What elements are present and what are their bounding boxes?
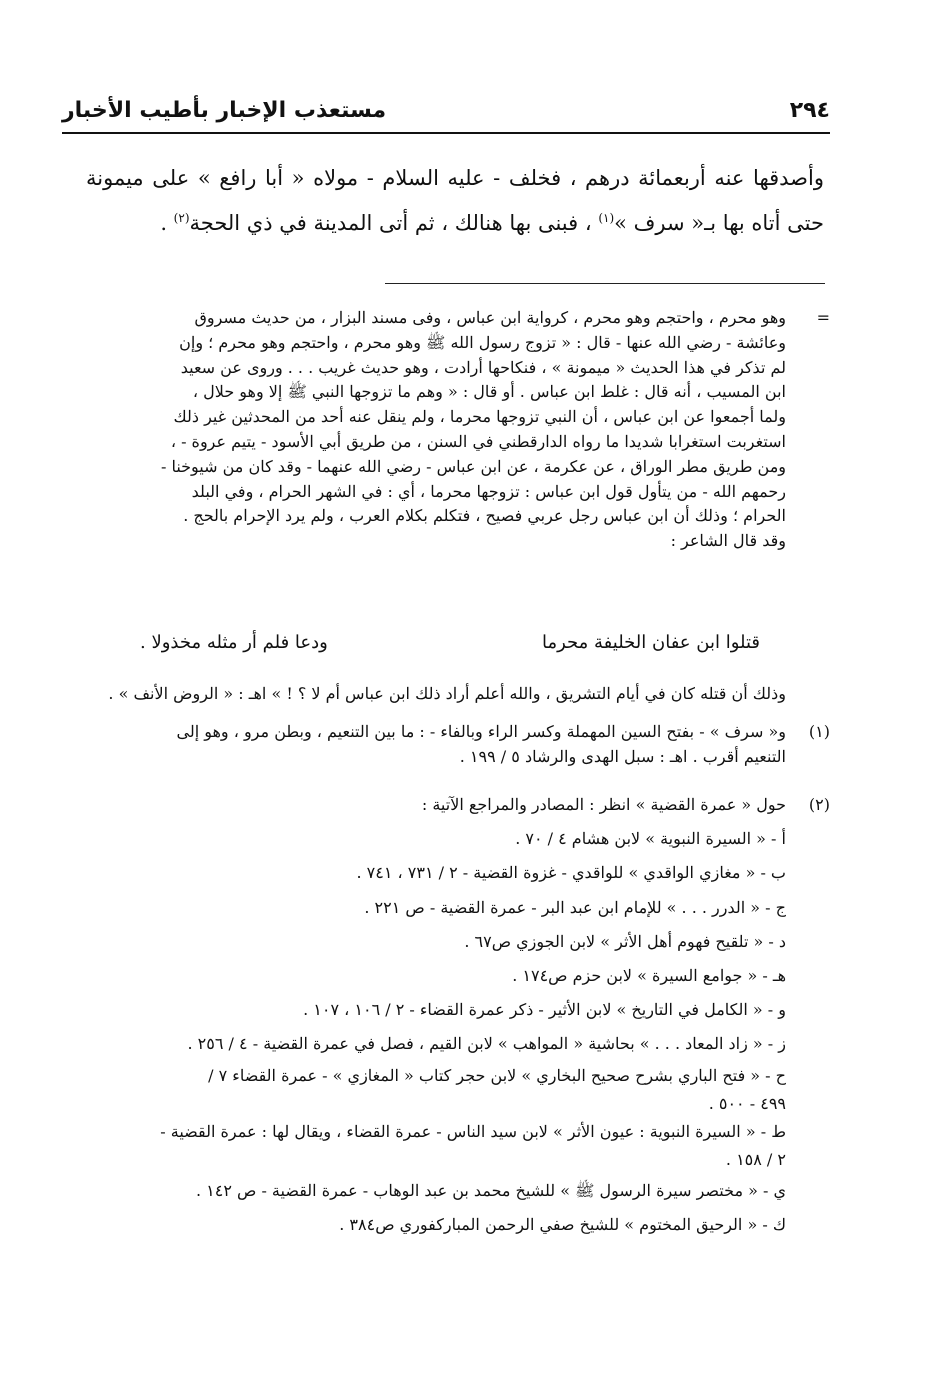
fn-line: وعائشة - رضي الله عنها - قال : « تزوج رسول الله ﷺ وهو محرم ، واحتجم وهو محرم ؛ وإن (179, 332, 786, 352)
fn-line: ولما أجمعوا عن ابن عباس ، أن النبي تزوجها محرما ، ولم ينقل عنه أحد من المحدثين غير ذلك (173, 407, 786, 427)
source-item: أ - « السيرة النبوية » لابن هشام ٤ / ٧٠ . (515, 829, 786, 849)
source-item: ٢ / ١٥٨ . (725, 1149, 786, 1169)
fn-line: لم تذكر في هذا الحديث « ميمونة » ، فنكاحها أرادت ، وهو حديث غريب . . . وروى عن سعيد (180, 357, 786, 377)
hemistich-1: قتلوا ابن عفان الخليفة محرما (541, 632, 760, 653)
source-item: ح - « فتح الباري بشرح صحيح البخاري » لابن حجر كتاب « المغازي » - عمرة القضاء ٧ / (208, 1065, 786, 1085)
running-title: مستعذب الإخبار بأطيب الأخبار (62, 97, 387, 123)
fn-line: وهو محرم ، واحتجم وهو محرم ، كرواية ابن عباس ، وفى مسند البزار ، من حديث مسروق (194, 308, 786, 327)
footnote-rule (385, 283, 825, 284)
note-ref-1[interactable]: (١) (598, 211, 615, 225)
poem-verse (140, 632, 760, 653)
source-item: ب - « مغازي الواقدي » للواقدي - غزوة القضية - ٢ / ٧٣١ ، ٧٤١ . (356, 863, 786, 883)
source-item: ٤٩٩ - ٥٠٠ . (708, 1093, 786, 1113)
fn-line: الحرام ؛ وذلك أن ابن عباس رجل عربي فصيح ، فتكلم بكلام العرب ، ولم يرد الإحرام بالحج . (183, 506, 786, 526)
fn-line: استغربت استغرابا شديدا ما رواه الدارقطني في السنن ، من طريق أبي الأسود - يتيم عروة - ، (170, 431, 786, 451)
source-item: د - « تلقيح فهوم أهل الأثر » لابن الجوزي ص٦٧ . (464, 931, 786, 951)
fn-intro: حول « عمرة القضية » انظر : المصادر والمراجع الآتية : (421, 795, 786, 814)
source-item: ز - « زاد المعاد . . . » بحاشية « المواهب » لابن القيم ، فصل في عمرة القضية - ٤ / ٢٥٦ . (187, 1034, 786, 1054)
footnote-continuation (86, 306, 830, 606)
fn-line: وقد قال الشاعر : (670, 531, 786, 551)
source-item: ي - « مختصر سيرة الرسول ﷺ » للشيخ محمد بن عبد الوهاب - عمرة القضية - ص ١٤٢ . (195, 1180, 786, 1200)
main-text (86, 158, 824, 243)
continuation-marker: = (816, 308, 830, 327)
fn-line: و« سرف » - بفتح السين المهملة وكسر الراء وبالفاء - : ما بين التنعيم ، وبطن مرو ، وهو إلى (176, 722, 786, 741)
fn-line: التنعيم أقرب . اهـ : سبل الهدى والرشاد ٥ / ١٩٩ . (459, 746, 786, 766)
continuation-body (86, 306, 786, 554)
footnote-1 (86, 720, 830, 776)
fn-line: ابن المسيب ، أنه قال : غلط ابن عباس . أو قال : « وهم ما تزوجها النبي ﷺ إلا وهو حلال ، (192, 382, 786, 402)
footnote-1-marker: (١) (808, 722, 830, 741)
source-item: ط - « السيرة النبوية : عيون الأثر » لابن سيد الناس - عمرة القضاء ، ويقال لها : عمرة القضية - (160, 1121, 786, 1141)
main-line-1: وأصدقها عنه أربعمائة درهم ، فخلف - عليه السلام - مولاه « أبا رافع » على ميمونة (86, 166, 824, 190)
hemistich-2: ودعا فلم أر مثله مخذولا . (140, 632, 328, 653)
source-item: و - « الكامل في التاريخ » لابن الأثير - ذكر عمرة القضاء - ٢ / ١٠٦ ، ١٠٧ . (303, 1000, 786, 1020)
page-header (62, 92, 830, 128)
source-item: ج - « الدرر . . . » للإمام ابن عبد البر - عمرة القضية - ص ٢٢١ . (364, 897, 786, 917)
note-ref-2[interactable]: (٢) (173, 211, 190, 225)
fn-line: رحمهم الله - من يتأول قول ابن عباس : تزوجها محرما ، أي : في الشهر الحرام ، وفي البلد (191, 481, 786, 501)
source-item: هـ - « جوامع السيرة » لابن حزم ص١٧٤ . (512, 966, 786, 986)
fn-line: ومن طريق مطر الوراق ، عن عكرمة ، عن ابن عباس - رضي الله عنهما - وقد كان من شيوخنا - (160, 456, 786, 476)
main-line-2: حتى أتاه بها بـ« سرف »$^{(١)}$ ، فبنى بها هنالك ، ثم أتى المدينة في ذي الحجة$^{(٢)}$ . (160, 211, 824, 235)
after-poem: وذلك أن قتله كان في أيام التشريق ، والله أعلم أراد ذلك ابن عباس أم لا ؟ ! » اهـ : « الروض الأنف » . (108, 684, 786, 703)
footnote-2-marker: (٢) (808, 795, 830, 814)
footnote-2 (86, 788, 830, 1308)
source-item: ك - « الرحيق المختوم » للشيخ صفي الرحمن المباركفوري ص٣٨٤ . (339, 1214, 786, 1234)
page-number: ٢٩٤ (789, 97, 830, 123)
header-rule (62, 132, 830, 134)
